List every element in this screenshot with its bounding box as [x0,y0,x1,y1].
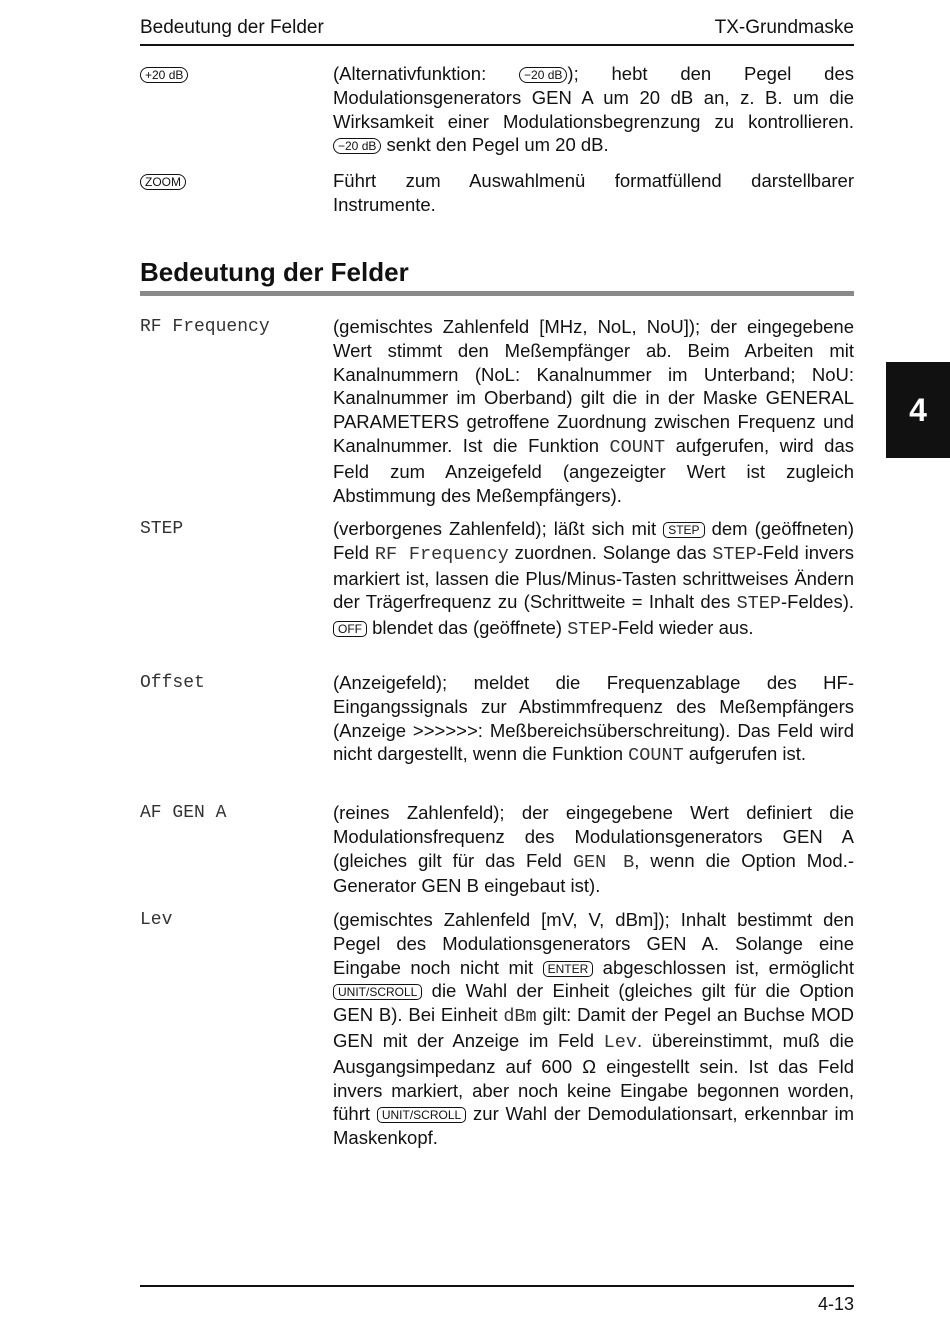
key-description: (Alternativfunktion: −20 dB ); hebt den Pegel des Modulationsgenerators GEN A um 20 dB an, z. B. um die Wirksamkeit einer Modulationsbegrenzung zu kontrollieren. −20 dB senkt den Pegel um 20 dB. [333,63,854,156]
page-number: 4-13 [817,1294,854,1314]
chapter-tab: 4 [886,362,950,458]
field-term: RF Frequency [140,317,270,337]
running-header [140,14,854,46]
key-description: Führt zum Auswahlmenü formatfüllend darstellbarer Instrumente. [333,170,854,215]
off-key-icon: OFF [333,621,367,637]
field-description: (gemischtes Zahlenfeld [MHz, NoL, NoU]); der eingegebene Wert stimmt den Meßempfänger ab. Beim Arbeiten mit Kanalnummern (NoL: Kanalnummer im Unterband; NoU: Kanalnummer im Oberband) gilt die in der Maske GENERAL PARAMETERS getroffene Zuordnung zwischen Frequenz und Kanalnummer. Ist die Funktion COUNT aufgerufen, wird das Feld zum Anzeigefeld (angezeigter Wert ist zugleich Abstimmung des Meßempfängers). [333,316,854,506]
zoom-key-icon: ZOOM [140,174,186,190]
field-term: Offset [140,673,205,693]
field-description: (gemischtes Zahlenfeld [mV, V, dBm]); Inhalt bestimmt den Pegel des Modulationsgenerators GEN A. Solange eine Eingabe noch nicht mit ENTER abgeschlossen ist, ermöglicht UNIT/SCROLL die Wahl der Einheit (gleiches gilt für die Option GEN B). Bei Einheit dBm gilt: Damit der Pegel an Buchse MOD GEN mit der Anzeige im Feld Lev. übereinstimmt, muß die Ausgangsimpedanz auf 600 Ω eingestellt sein. Ist das Feld invers markiert, aber noch keine Eingabe begonnen worden, führt UNIT/SCROLL zur Wahl der Demodulationsart, erkennbar im Maskenkopf. [333,909,854,1149]
field-description: (verborgenes Zahlenfeld); läßt sich mit STEP dem (geöffneten) Feld RF Frequency zuordnen. Solange das STEP-Feld invers markiert ist, lassen die Plus/Minus-Tasten schrittweises Ändern der Trägerfrequenz zu (Schrittweite = Inhalt des STEP-Feldes). OFF blendet das (geöffnete) STEP-Feld wieder aus. [333,518,855,641]
field-term: AF GEN A [140,803,227,823]
section-title: Bedeutung der Felder [140,257,409,287]
footer-divider [140,1285,854,1287]
field-description: (reines Zahlenfeld); der eingegebene Wert definiert die Modulationsfrequenz des Modulationsgenerators GEN A (gleiches gilt für das Feld GEN B, wenn die Option Mod.-Generator GEN B eingebaut ist). [333,802,854,897]
enter-key-icon: ENTER [543,961,594,977]
plus-20db-key-icon: +20 dB [140,67,188,83]
unit-scroll-key-icon: UNIT/SCROLL [333,984,422,1000]
header-section-name: Bedeutung der Felder [140,17,324,38]
header-chapter-name: TX-Grundmaske [714,17,854,38]
field-term: Lev [140,910,173,930]
unit-scroll-key-icon: UNIT/SCROLL [377,1107,466,1123]
key-term [140,62,188,86]
section-divider [140,291,854,296]
field-term: STEP [140,519,184,539]
key-term [140,169,186,193]
minus-20db-key-icon: −20 dB [333,138,381,154]
minus-20db-key-icon: −20 dB [519,67,567,83]
field-description: (Anzeigefeld); meldet die Frequenzablage des HF-Eingangssignals zur Abstimmfrequenz des Meßempfängers (Anzeige >>>>>>: Meßbereichsüberschreitung). Das Feld wird nicht dargestellt, wenn die Funktion COUNT aufgerufen ist. [333,672,854,767]
step-key-icon: STEP [663,522,704,538]
